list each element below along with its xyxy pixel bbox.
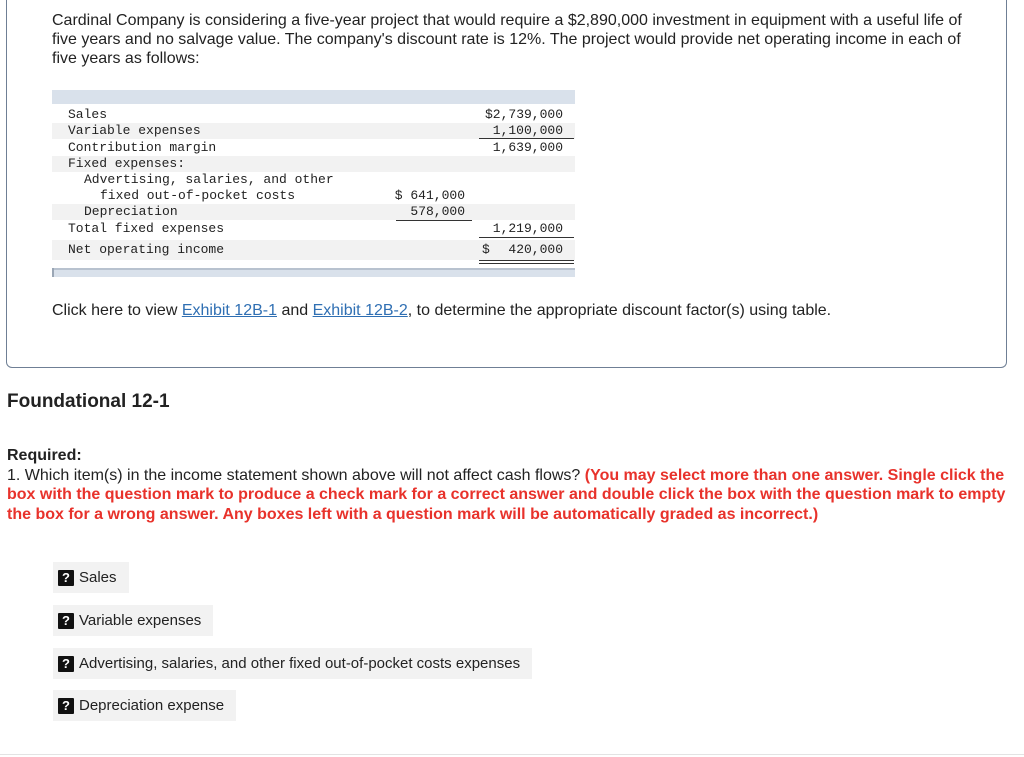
- sales-value: $2,739,000: [484, 107, 563, 122]
- table-header-bar: [52, 90, 575, 104]
- table-row-fixed-heading: [52, 156, 575, 172]
- question-mark-checkbox[interactable]: ?: [58, 698, 74, 714]
- question-text: 1. Which item(s) in the income statement shown above will not affect cash flows?: [7, 466, 585, 484]
- option-label: Variable expenses: [79, 612, 202, 629]
- exhibit-instructions: [52, 301, 831, 321]
- contribution-margin-value: 1,639,000: [492, 140, 563, 155]
- advertising-label-line1: Advertising, salaries, and other: [84, 172, 334, 187]
- total-fixed-expenses-label: Total fixed expenses: [68, 221, 225, 236]
- option-depreciation-expense[interactable]: [53, 690, 236, 721]
- table-footer-bar: [52, 268, 575, 277]
- fixed-expenses-label: Fixed expenses:: [68, 156, 186, 171]
- table-row-net: [52, 240, 575, 260]
- option-variable-expenses[interactable]: [53, 605, 213, 636]
- variable-expenses-value: 1,100,000: [492, 123, 563, 138]
- underline: [479, 237, 574, 238]
- sales-label: Sales: [68, 107, 108, 122]
- net-dollar-sign: $: [482, 242, 490, 257]
- table-row-advertising-1: [52, 172, 575, 188]
- option-label: Sales: [79, 569, 117, 586]
- variable-expenses-label: Variable expenses: [68, 123, 201, 138]
- option-label: Depreciation expense: [79, 697, 225, 714]
- advertising-label-line2: fixed out-of-pocket costs: [100, 188, 296, 203]
- exhibit-12b-2-link[interactable]: Exhibit 12B-2: [312, 302, 408, 319]
- table-row-sales: [52, 107, 575, 123]
- net-operating-income-value: 420,000: [508, 242, 563, 257]
- income-statement-table: [52, 90, 576, 277]
- problem-intro: Cardinal Company is considering a five-year project that would require a $2,890,000 investment in equipment with a useful life of five years and no salvage value. The company's discount rate is 12%. The project would provide net operating income in each of five years as follows:: [52, 12, 962, 67]
- table-row-advertising-2: [52, 188, 575, 204]
- answer-instructions: (You may select more than one answer. Single click the box with the question mark to produce a check mark for a correct answer and double click the box with the question mark to empty the box for a wrong answer. Any boxes left with a question mark will be automatically graded as incorrect.): [7, 466, 1006, 523]
- table-row-depreciation: [52, 204, 575, 220]
- double-underline: [479, 260, 574, 264]
- required-heading: Required:: [7, 447, 82, 464]
- table-footer-edge: [52, 268, 54, 277]
- question-mark-checkbox[interactable]: ?: [58, 613, 74, 629]
- total-fixed-expenses-value: 1,219,000: [492, 221, 563, 236]
- table-row-total-fixed: [52, 221, 575, 237]
- question-mark-checkbox[interactable]: ?: [58, 656, 74, 672]
- contribution-margin-label: Contribution margin: [68, 140, 217, 155]
- table-row-contribution: [52, 140, 575, 156]
- required-section: [7, 446, 1007, 524]
- depreciation-value: 578,000: [410, 204, 465, 219]
- question-mark-checkbox[interactable]: ?: [58, 570, 74, 586]
- depreciation-label: Depreciation: [84, 204, 178, 219]
- option-label: Advertising, salaries, and other fixed out-of-pocket costs expenses: [79, 655, 521, 672]
- option-advertising-costs[interactable]: [53, 648, 532, 679]
- option-sales[interactable]: [53, 562, 129, 593]
- exhibit-12b-1-link[interactable]: Exhibit 12B-1: [181, 302, 277, 319]
- bottom-divider: [0, 754, 1024, 755]
- foundational-title: Foundational 12-1: [7, 391, 170, 412]
- exhibit-suffix: , to determine the appropriate discount factor(s) using table.: [407, 302, 832, 319]
- exhibit-middle: and: [277, 302, 313, 319]
- exhibit-prefix: Click here to view: [52, 302, 182, 319]
- net-operating-income-label: Net operating income: [68, 242, 225, 257]
- advertising-value: $ 641,000: [394, 188, 465, 203]
- underline: [479, 138, 574, 139]
- table-row-variable: [52, 123, 575, 139]
